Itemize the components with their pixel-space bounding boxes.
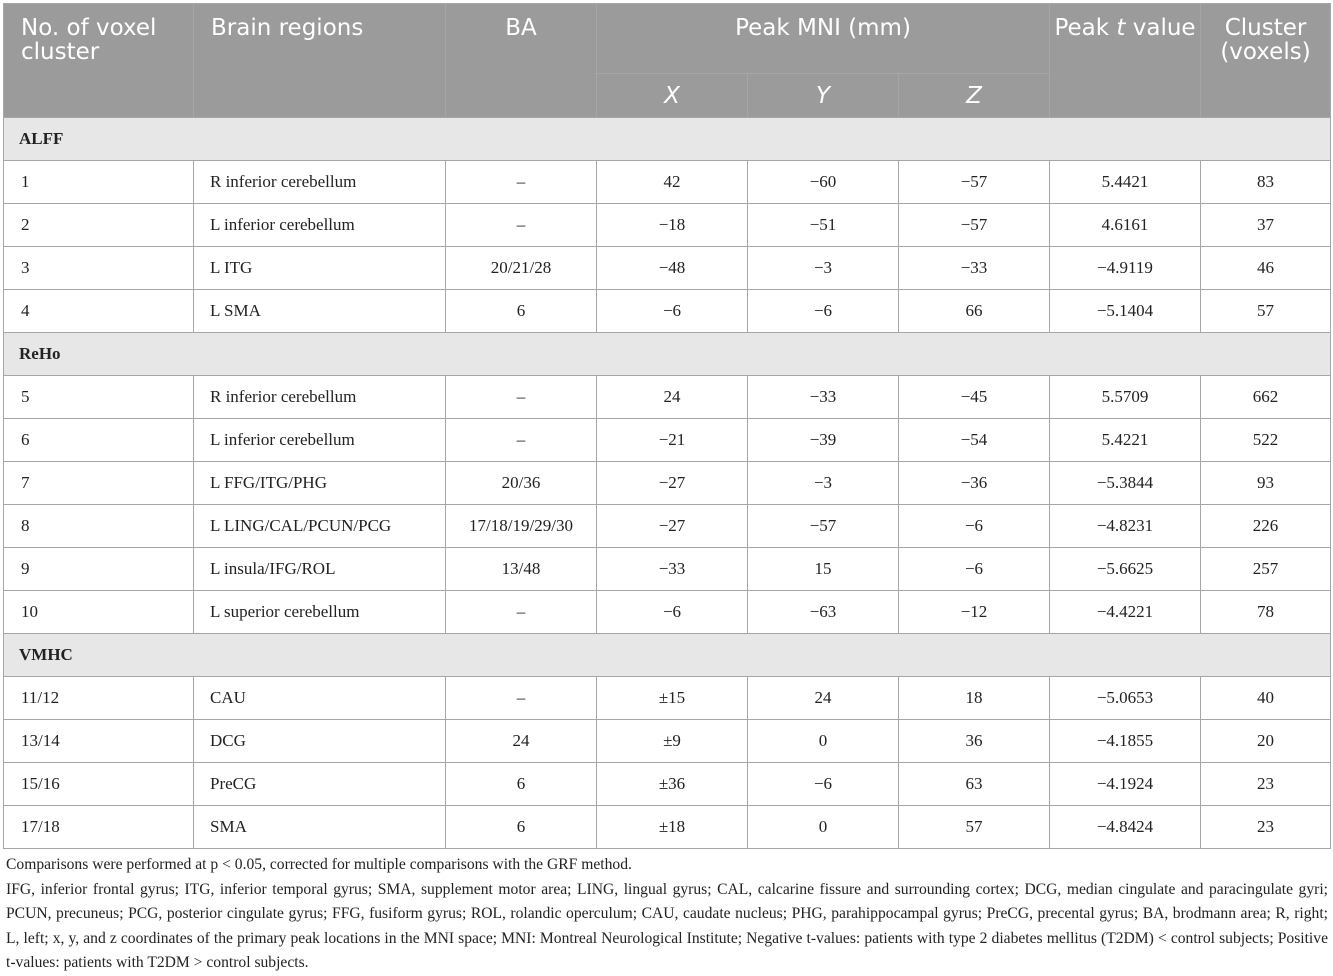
ba-cell: – (446, 161, 597, 204)
peak-x-cell: −27 (597, 505, 748, 548)
ba-cell: 13/48 (446, 548, 597, 591)
header-z: Z (899, 74, 1050, 118)
peak-t-cell: 5.4421 (1050, 161, 1201, 204)
peak-x-cell: −18 (597, 204, 748, 247)
peak-y-cell: −3 (748, 247, 899, 290)
table-body (4, 118, 1331, 849)
cluster-voxels-cell: 23 (1201, 763, 1331, 806)
peak-z-cell: −36 (899, 462, 1050, 505)
cluster-number-cell: 6 (4, 419, 194, 462)
header-brain-regions: Brain regions (194, 4, 446, 118)
peak-t-cell: −5.3844 (1050, 462, 1201, 505)
table-row (4, 505, 1331, 548)
peak-t-cell: −4.4221 (1050, 591, 1201, 634)
peak-t-cell: −5.0653 (1050, 677, 1201, 720)
header-cluster: No. of voxel cluster (4, 4, 194, 118)
peak-t-cell: −5.1404 (1050, 290, 1201, 333)
table-row (4, 763, 1331, 806)
peak-z-cell: −6 (899, 505, 1050, 548)
peak-t-cell: −4.1924 (1050, 763, 1201, 806)
table-row (4, 419, 1331, 462)
cluster-voxels-cell: 23 (1201, 806, 1331, 849)
brain-region-cell: R inferior cerebellum (194, 376, 446, 419)
header-cluster-voxels: Cluster (voxels) (1201, 4, 1331, 118)
brain-region-cell: L inferior cerebellum (194, 419, 446, 462)
section-row (4, 634, 1331, 677)
ba-cell: 6 (446, 763, 597, 806)
peak-t-cell: 5.5709 (1050, 376, 1201, 419)
peak-x-cell: −27 (597, 462, 748, 505)
peak-x-cell: 42 (597, 161, 748, 204)
peak-y-cell: −57 (748, 505, 899, 548)
header-ba: BA (446, 4, 597, 118)
cluster-voxels-cell: 93 (1201, 462, 1331, 505)
peak-z-cell: 63 (899, 763, 1050, 806)
cluster-voxels-cell: 57 (1201, 290, 1331, 333)
cluster-voxels-cell: 257 (1201, 548, 1331, 591)
table-row (4, 677, 1331, 720)
header-peak-t-italic: t (1116, 15, 1126, 41)
cluster-number-cell: 11/12 (4, 677, 194, 720)
ba-cell: – (446, 376, 597, 419)
peak-z-cell: −33 (899, 247, 1050, 290)
cluster-voxels-cell: 662 (1201, 376, 1331, 419)
section-label: ReHo (4, 333, 1331, 376)
ba-cell: 17/18/19/29/30 (446, 505, 597, 548)
peak-y-cell: −39 (748, 419, 899, 462)
cluster-voxels-cell: 40 (1201, 677, 1331, 720)
cluster-number-cell: 4 (4, 290, 194, 333)
brain-region-cell: L inferior cerebellum (194, 204, 446, 247)
table-row (4, 806, 1331, 849)
cluster-number-cell: 15/16 (4, 763, 194, 806)
ba-cell: 20/36 (446, 462, 597, 505)
peak-z-cell: −57 (899, 204, 1050, 247)
ba-cell: 24 (446, 720, 597, 763)
brain-region-cell: L LING/CAL/PCUN/PCG (194, 505, 446, 548)
peak-y-cell: −6 (748, 763, 899, 806)
table-footnotes (6, 853, 1328, 976)
peak-x-cell: −48 (597, 247, 748, 290)
peak-y-cell: −63 (748, 591, 899, 634)
section-row (4, 333, 1331, 376)
peak-t-cell: 5.4221 (1050, 419, 1201, 462)
table-row (4, 161, 1331, 204)
peak-t-cell: −4.1855 (1050, 720, 1201, 763)
peak-y-cell: −6 (748, 290, 899, 333)
brain-region-cell: R inferior cerebellum (194, 161, 446, 204)
peak-t-cell: −4.8424 (1050, 806, 1201, 849)
table-row (4, 247, 1331, 290)
results-table (3, 3, 1331, 849)
header-peak-t-prefix: Peak (1054, 15, 1117, 41)
cluster-voxels-cell: 37 (1201, 204, 1331, 247)
peak-x-cell: ±9 (597, 720, 748, 763)
cluster-number-cell: 13/14 (4, 720, 194, 763)
table-row (4, 720, 1331, 763)
header-y: Y (748, 74, 899, 118)
cluster-number-cell: 8 (4, 505, 194, 548)
cluster-number-cell: 7 (4, 462, 194, 505)
ba-cell: 6 (446, 806, 597, 849)
cluster-voxels-cell: 78 (1201, 591, 1331, 634)
peak-z-cell: −12 (899, 591, 1050, 634)
table-row (4, 290, 1331, 333)
peak-x-cell: ±18 (597, 806, 748, 849)
cluster-number-cell: 3 (4, 247, 194, 290)
cluster-number-cell: 5 (4, 376, 194, 419)
peak-y-cell: −60 (748, 161, 899, 204)
peak-y-cell: 24 (748, 677, 899, 720)
ba-cell: 6 (446, 290, 597, 333)
peak-y-cell: 0 (748, 806, 899, 849)
peak-z-cell: −6 (899, 548, 1050, 591)
peak-t-cell: −4.9119 (1050, 247, 1201, 290)
peak-y-cell: 0 (748, 720, 899, 763)
brain-region-cell: L superior cerebellum (194, 591, 446, 634)
cluster-voxels-cell: 226 (1201, 505, 1331, 548)
cluster-number-cell: 10 (4, 591, 194, 634)
header-peak-t-suffix: value (1125, 15, 1196, 41)
brain-region-cell: L insula/IFG/ROL (194, 548, 446, 591)
peak-y-cell: −3 (748, 462, 899, 505)
peak-x-cell: −21 (597, 419, 748, 462)
peak-t-cell: 4.6161 (1050, 204, 1201, 247)
peak-x-cell: 24 (597, 376, 748, 419)
table-row (4, 462, 1331, 505)
peak-z-cell: −54 (899, 419, 1050, 462)
peak-t-cell: −5.6625 (1050, 548, 1201, 591)
peak-y-cell: 15 (748, 548, 899, 591)
peak-x-cell: −6 (597, 290, 748, 333)
ba-cell: – (446, 419, 597, 462)
header-peak-t (1050, 4, 1201, 118)
ba-cell: 20/21/28 (446, 247, 597, 290)
peak-x-cell: −6 (597, 591, 748, 634)
peak-z-cell: 66 (899, 290, 1050, 333)
section-row (4, 118, 1331, 161)
peak-z-cell: 57 (899, 806, 1050, 849)
cluster-number-cell: 1 (4, 161, 194, 204)
peak-z-cell: 36 (899, 720, 1050, 763)
peak-z-cell: 18 (899, 677, 1050, 720)
section-label: VMHC (4, 634, 1331, 677)
ba-cell: – (446, 204, 597, 247)
cluster-number-cell: 17/18 (4, 806, 194, 849)
brain-region-cell: SMA (194, 806, 446, 849)
brain-region-cell: PreCG (194, 763, 446, 806)
peak-t-cell: −4.8231 (1050, 505, 1201, 548)
cluster-voxels-cell: 522 (1201, 419, 1331, 462)
cluster-number-cell: 9 (4, 548, 194, 591)
peak-x-cell: −33 (597, 548, 748, 591)
footnote-comparisons: Comparisons were performed at p < 0.05, corrected for multiple comparisons with the GRF method. (6, 856, 632, 873)
brain-region-cell: L ITG (194, 247, 446, 290)
brain-region-cell: L SMA (194, 290, 446, 333)
cluster-voxels-cell: 46 (1201, 247, 1331, 290)
table-row (4, 591, 1331, 634)
cluster-number-cell: 2 (4, 204, 194, 247)
table-header (4, 4, 1331, 118)
brain-region-cell: CAU (194, 677, 446, 720)
cluster-voxels-cell: 83 (1201, 161, 1331, 204)
peak-x-cell: ±36 (597, 763, 748, 806)
ba-cell: – (446, 677, 597, 720)
ba-cell: – (446, 591, 597, 634)
peak-y-cell: −51 (748, 204, 899, 247)
table-row (4, 204, 1331, 247)
brain-region-cell: DCG (194, 720, 446, 763)
footnote-abbreviations: IFG, inferior frontal gyrus; ITG, inferior temporal gyrus; SMA, supplement motor area; LING, lingual gyrus; CAL, calcarine fissure and surrounding cortex; DCG, median cingulate and paracingulate gyri; PCUN, precuneus; PCG, posterior cingulate gyrus; FFG, fusiform gyrus; ROL, rolandic operculum; CAU, caudate nucleus; PHG, parahippocampal gyrus; PreCG, precental gyrus; BA, brodmann area; R, right; L, left; x, y, and z coordinates of the primary peak locations in the MNI space; MNI: Montreal Neurological Institute; Negative t-values: patients with type 2 diabetes mellitus (T2DM) < control subjects; Positive t-values: patients with T2DM > control subjects. (6, 880, 1328, 971)
peak-z-cell: −57 (899, 161, 1050, 204)
cluster-voxels-cell: 20 (1201, 720, 1331, 763)
table-row (4, 548, 1331, 591)
header-peak-mni: Peak MNI (mm) (597, 4, 1050, 74)
peak-x-cell: ±15 (597, 677, 748, 720)
header-x: X (597, 74, 748, 118)
section-label: ALFF (4, 118, 1331, 161)
peak-y-cell: −33 (748, 376, 899, 419)
table-row (4, 376, 1331, 419)
brain-region-cell: L FFG/ITG/PHG (194, 462, 446, 505)
peak-z-cell: −45 (899, 376, 1050, 419)
